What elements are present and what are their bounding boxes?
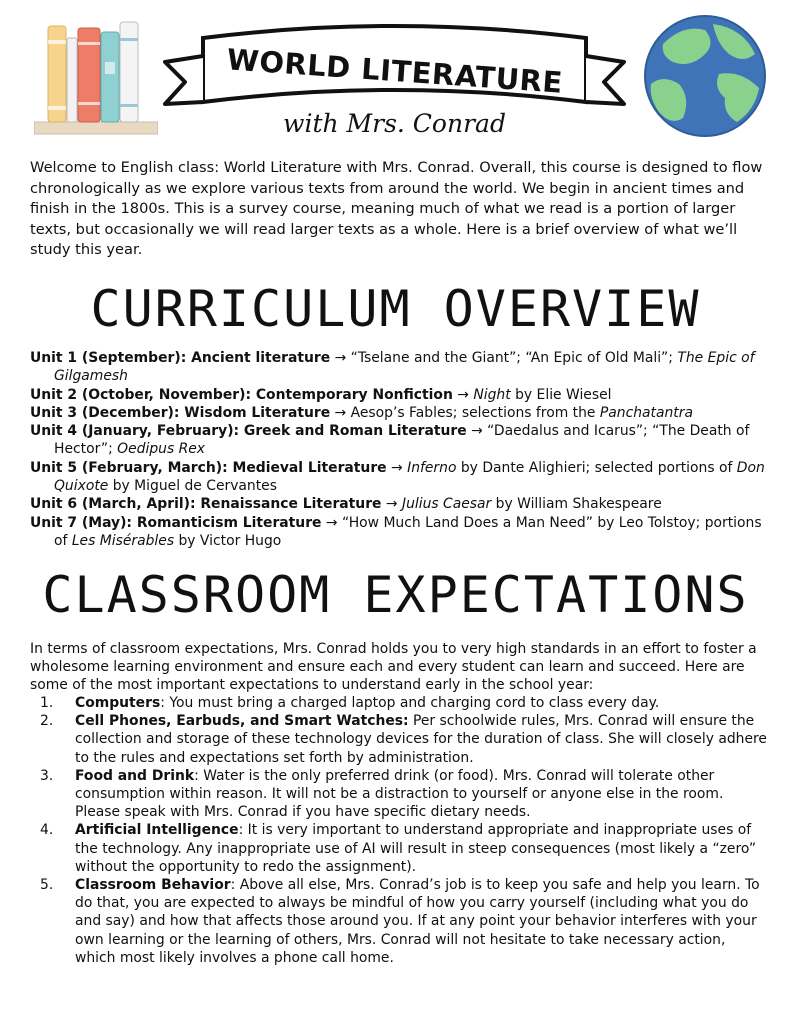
- unit-label: Unit 2 (October, November): Contemporary Nonfiction: [30, 386, 453, 403]
- expectations-heading: CLASSROOM EXPECTATIONS: [42, 566, 749, 624]
- item-term: Food and Drink: [75, 767, 195, 784]
- item-term: Artificial Intelligence: [75, 822, 239, 839]
- header-subtitle: with Mrs. Conrad: [283, 109, 506, 138]
- unit-label: Unit 7 (May): Romanticism Literature: [30, 514, 322, 531]
- unit-label: Unit 1 (September): Ancient literature: [30, 350, 331, 366]
- globe-illustration: [643, 14, 767, 138]
- item-text: : You must bring a charged laptop and charging cord to class every day.: [160, 695, 660, 711]
- books-illustration: [34, 18, 158, 138]
- intro-paragraph: Welcome to English class: World Literature with Mrs. Conrad. Overall, this course is designed to flow chronologically as we explore various texts from around the world. We begin in ancient times and finish in the 1800s. This is a survey course, meaning much of what we read is a portion of larger texts, but occasionally we will read larger texts as a whole. Here is a brief overview of what we’ll study this year.: [30, 159, 763, 258]
- unit-item: Unit 5 (February, March): Medieval Literature → Inferno by Dante Alighieri; selected portions of Don Quixote by Miguel de Cervantes: [30, 459, 765, 495]
- unit-item: Unit 3 (December): Wisdom Literature → Aesop’s Fables; selections from the Panchatantra: [30, 404, 693, 421]
- item-text: : Above all else, Mrs. Conrad’s job is to keep you safe and help you learn. To do that, you are expected to always be mindful of how you carry yourself (including what you do and say) and how that affects those around you. If at any point your behavior interferes with your own learning or the learning of others, Mrs. Conrad will not hesitate to take necessary action, which most likely involves a phone call home.: [75, 877, 760, 966]
- title-banner: [163, 16, 626, 146]
- unit-label: Unit 4 (January, February): Greek and Roman Literature: [30, 423, 467, 440]
- expectations-list: [30, 694, 770, 967]
- unit-label: Unit 6 (March, April): Renaissance Literature: [30, 496, 382, 513]
- unit-item: Unit 6 (March, April): Renaissance Literature → Julius Caesar by William Shakespeare: [30, 496, 662, 513]
- item-text: : Water is the only preferred drink (or food). Mrs. Conrad will tolerate other consumption within reason. It will not be a distraction to yourself or anyone else in the room. Please speak with Mrs. Conrad if you have specific dietary needs.: [75, 767, 724, 821]
- expectation-item: [30, 712, 770, 767]
- item-number: 4.: [40, 822, 54, 839]
- unit-item: Unit 2 (October, November): Contemporary Nonfiction → Night by Elie Wiesel: [30, 386, 612, 403]
- item-term: Cell Phones, Earbuds, and Smart Watches:: [75, 713, 409, 730]
- item-text: Per schoolwide rules, Mrs. Conrad will ensure the collection and storage of these technology devices for the duration of class. She will closely adhere to the rules and expectations set forth by administration.: [75, 713, 767, 766]
- item-text: : It is very important to understand appropriate and inappropriate uses of the technology. Any inappropriate use of AI will result in steep consequences (most likely a “zero” without the opportunity to redo the assignment).: [75, 822, 757, 875]
- page-header: [0, 0, 791, 155]
- item-number: 3.: [40, 767, 54, 784]
- item-number: 5.: [40, 877, 54, 894]
- curriculum-list: [30, 349, 768, 550]
- item-number: 2.: [40, 713, 54, 730]
- item-number: 1.: [40, 695, 54, 711]
- item-term: Computers: [75, 695, 161, 711]
- expectation-item: [30, 767, 770, 822]
- expectation-item: [30, 694, 770, 712]
- expectation-item: [30, 821, 770, 876]
- item-term: Classroom Behavior: [75, 877, 231, 894]
- unit-item: Unit 4 (January, February): Greek and Roman Literature → “Daedalus and Icarus”; “The Death of Hector”; Oedipus Rex: [30, 423, 750, 458]
- expectations-intro: In terms of classroom expectations, Mrs. Conrad holds you to very high standards in an effort to foster a wholesome learning environment and ensure each and every student can learn and succeed. Here are some of the most important expectations to understand early in the school year:: [30, 641, 757, 694]
- header-title: WORLD LITERATURE: [225, 42, 564, 100]
- unit-label: Unit 3 (December): Wisdom Literature: [30, 404, 331, 421]
- unit-item: Unit 7 (May): Romanticism Literature → “How Much Land Does a Man Need” by Leo Tolstoy; portions of Les Misérables by Victor Hugo: [30, 514, 762, 549]
- curriculum-heading: CURRICULUM OVERVIEW: [90, 280, 701, 338]
- unit-label: Unit 5 (February, March): Medieval Literature: [30, 459, 387, 476]
- expectation-item: [30, 876, 770, 967]
- unit-item: Unit 1 (September): Ancient literature → “Tselane and the Giant”; “An Epic of Old Mali”; The Epic of Gilgamesh: [30, 350, 755, 385]
